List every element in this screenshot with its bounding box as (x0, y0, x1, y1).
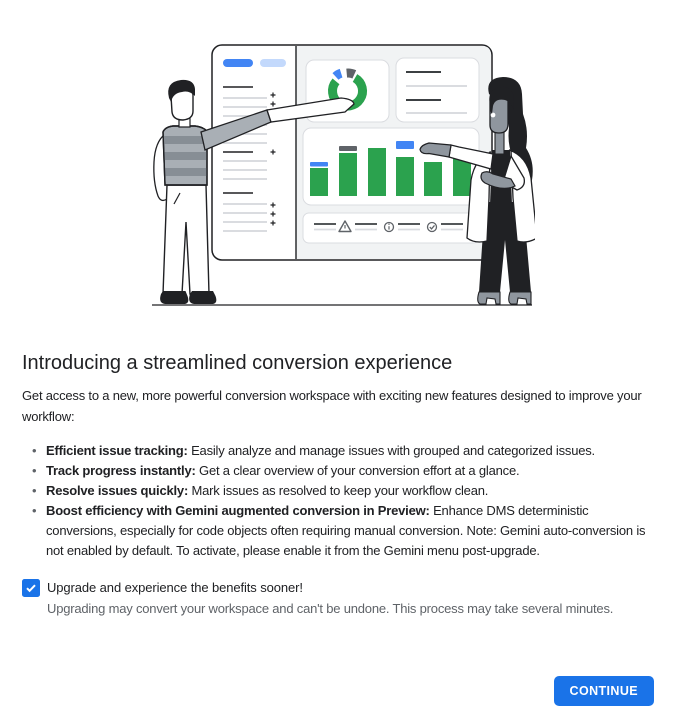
bar-chart-card (303, 128, 479, 205)
feature-lead: Boost efficiency with Gemini augmented conversion in Preview: (46, 503, 430, 518)
feature-lead: Efficient issue tracking: (46, 443, 188, 458)
page-title: Introducing a streamlined conversion experience (22, 352, 453, 374)
feature-text: Enhance DMS deterministic conversions, especially for code objects often requiring manual conversion. Note: Gemini auto-conversion is not enabled by default. To activate, please enable it from the Gemini menu post-upgrade. (46, 503, 646, 558)
feature-item (22, 501, 662, 561)
check-icon (25, 582, 37, 594)
status-bar-card (303, 213, 479, 243)
upgrade-helper-text: Upgrading may convert your workspace and can't be undone. This process may take several minutes. (47, 601, 614, 616)
feature-item (22, 461, 662, 481)
illustration-container (0, 0, 684, 310)
feature-list (22, 441, 668, 561)
feature-item (22, 481, 662, 501)
feature-text: Easily analyze and manage issues with grouped and categorized issues. (187, 443, 595, 458)
feature-lead: Resolve issues quickly: (46, 483, 189, 498)
dialog-footer (22, 676, 668, 706)
continue-button[interactable]: CONTINUE (554, 676, 654, 706)
dialog-body (0, 350, 684, 706)
feature-text: Get a clear overview of your conversion effort at a glance. (195, 463, 520, 478)
upgrade-checkbox[interactable] (22, 579, 40, 597)
stats-card (396, 58, 479, 122)
intro-text: Get access to a new, more powerful conversion workspace with exciting new features designed to improve your workflow: (22, 388, 642, 424)
conversion-illustration (149, 40, 535, 310)
upgrade-checkbox-label[interactable]: Upgrade and experience the benefits sooner! (47, 580, 303, 595)
feature-lead: Track progress instantly: (46, 463, 196, 478)
feature-text: Mark issues as resolved to keep your workflow clean. (188, 483, 489, 498)
upgrade-checkbox-row (22, 578, 668, 597)
feature-item (22, 441, 662, 461)
